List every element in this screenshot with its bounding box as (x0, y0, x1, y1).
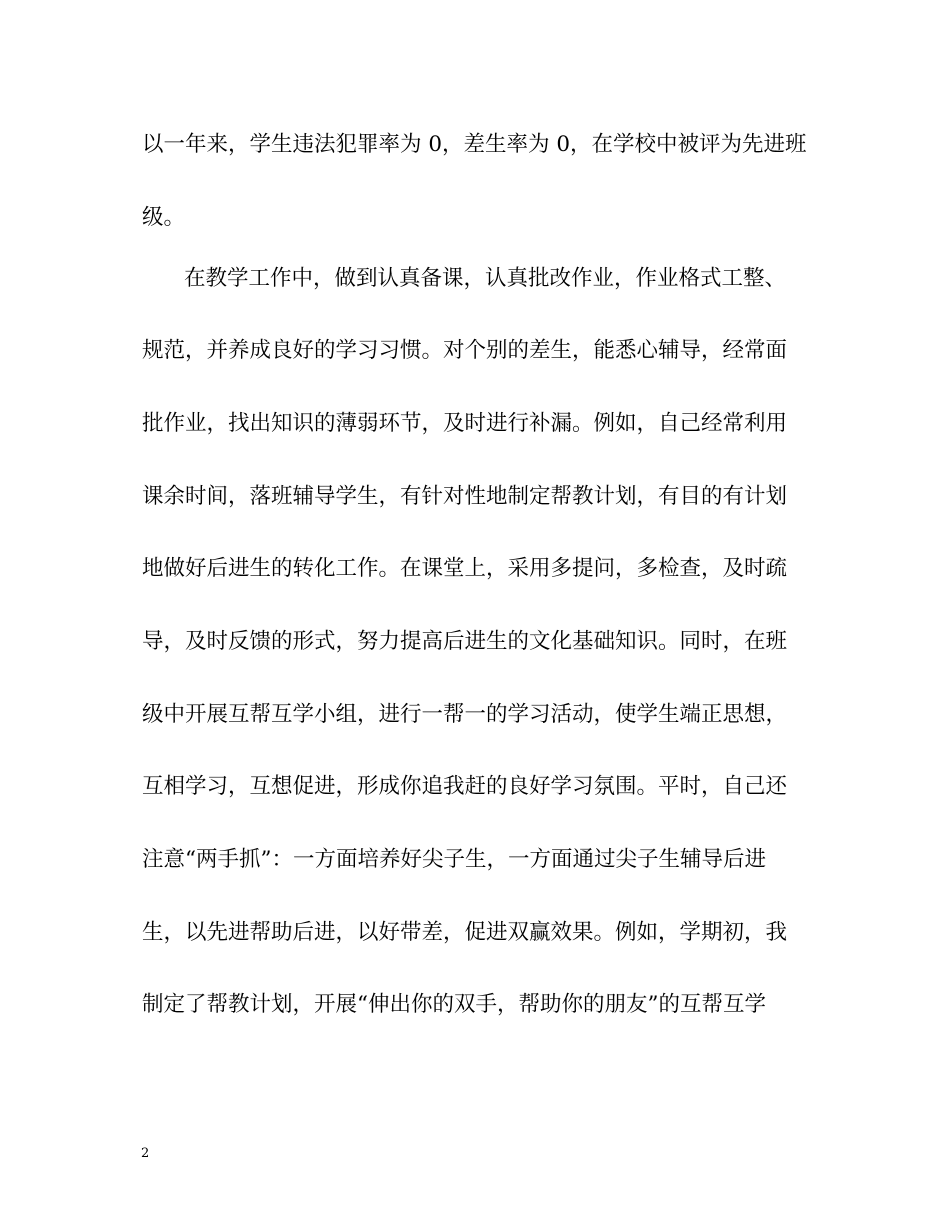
page-number: 2 (141, 1146, 150, 1161)
paragraph-line: 课余时间，落班辅导学生，有针对性地制定帮教计划，有目的有计划 (142, 484, 788, 509)
paragraph-line: 注意“两手抓”：一方面培养好尖子生，一方面通过尖子生辅导后进 (142, 847, 766, 872)
paragraph-line: 生，以先进帮助后进，以好带差，促进双赢效果。例如，学期初，我 (142, 920, 788, 945)
paragraph-line: 互相学习，互想促进，形成你追我赶的良好学习氛围。平时，自己还 (142, 774, 788, 799)
paragraph-line: 批作业，找出知识的薄弱环节，及时进行补漏。例如，自己经常利用 (142, 411, 788, 436)
paragraph-line: 制定了帮教计划，开展“伸出你的双手，帮助你的朋友”的互帮互学 (142, 992, 766, 1017)
paragraph-line: 在教学工作中，做到认真备课，认真批改作业，作业格式工整、 (184, 266, 787, 291)
paragraph-line: 规范，并养成良好的学习习惯。对个别的差生，能悉心辅导，经常面 (142, 338, 788, 363)
paragraph-line: 以一年来，学生违法犯罪率为 0，差生率为 0，在学校中被评为先进班 (142, 132, 807, 157)
paragraph-line: 级。 (142, 205, 186, 230)
paragraph-line: 级中开展互帮互学小组，进行一帮一的学习活动，使学生端正思想， (142, 702, 788, 727)
paragraph-line: 地做好后进生的转化工作。在课堂上，采用多提问，多检查，及时疏 (142, 556, 788, 581)
paragraph-line: 导，及时反馈的形式，努力提高后进生的文化基础知识。同时，在班 (142, 629, 788, 654)
